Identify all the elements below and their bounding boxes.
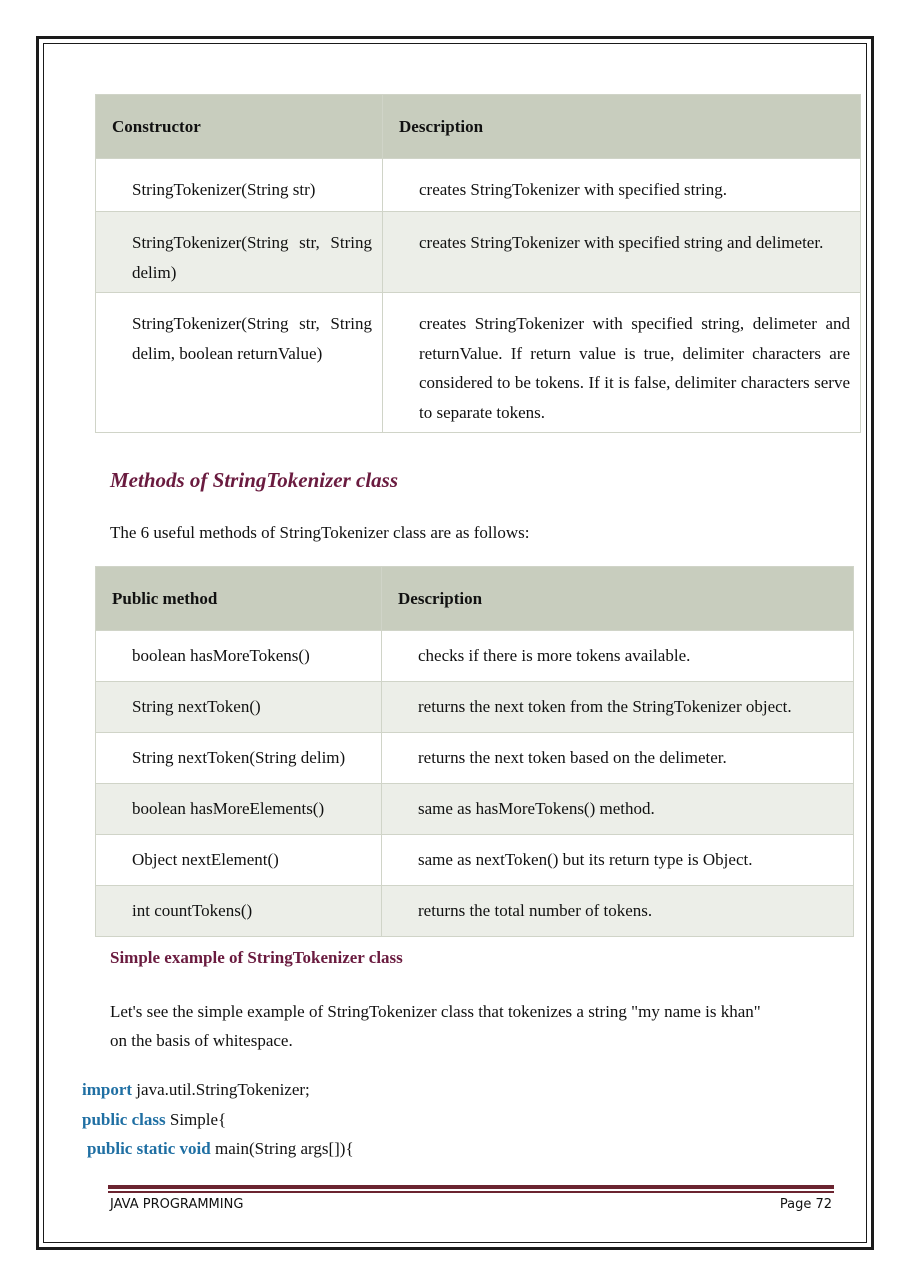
table-row <box>96 159 861 212</box>
code-line <box>87 1134 354 1164</box>
code-keyword: import <box>82 1080 133 1099</box>
method-cell: boolean hasMoreTokens() <box>96 631 382 682</box>
method-cell: boolean hasMoreElements() <box>96 784 382 835</box>
footer-title: JAVA PROGRAMMING <box>110 1197 244 1212</box>
footer-rule-thin <box>108 1191 834 1193</box>
footer-rule <box>108 1185 834 1189</box>
description-cell: creates StringTokenizer with specified string, delimeter and returnValue. If return value is true, delimiter characters are considered to be tokens. If it is false, delimiter characters serve to separate tokens. <box>383 293 861 433</box>
code-text: main(String args[]){ <box>210 1139 354 1158</box>
description-cell: creates StringTokenizer with specified string and delimeter. <box>383 212 861 293</box>
constructor-cell: StringTokenizer(String str) <box>96 159 383 212</box>
methods-intro: The 6 useful methods of StringTokenizer class are as follows: <box>110 523 530 542</box>
table-header-row <box>96 95 861 159</box>
method-cell: String nextToken() <box>96 682 382 733</box>
code-keyword: public static void <box>87 1139 211 1158</box>
table-row <box>96 212 861 293</box>
description-cell: returns the next token from the StringTokenizer object. <box>382 682 854 733</box>
code-line <box>82 1105 226 1135</box>
table-row <box>96 733 854 784</box>
description-cell: checks if there is more tokens available. <box>382 631 854 682</box>
code-line <box>82 1075 310 1105</box>
table-row <box>96 631 854 682</box>
table-row <box>96 835 854 886</box>
code-keyword: public class <box>82 1110 166 1129</box>
methods-table <box>95 566 854 937</box>
method-cell: int countTokens() <box>96 886 382 937</box>
description-cell: same as hasMoreTokens() method. <box>382 784 854 835</box>
column-header: Description <box>382 567 854 631</box>
example-heading: Simple example of StringTokenizer class <box>110 948 403 967</box>
table-row <box>96 886 854 937</box>
description-cell: returns the next token based on the delimeter. <box>382 733 854 784</box>
method-cell: String nextToken(String delim) <box>96 733 382 784</box>
example-intro-line2: on the basis of whitespace. <box>110 1031 293 1050</box>
description-cell: returns the total number of tokens. <box>382 886 854 937</box>
constructor-cell: StringTokenizer(String str, String delim) <box>96 212 383 293</box>
table-row <box>96 293 861 433</box>
methods-heading: Methods of StringTokenizer class <box>110 468 399 492</box>
table-row <box>96 682 854 733</box>
constructor-cell: StringTokenizer(String str, String delim, boolean returnValue) <box>96 293 383 433</box>
constructors-table <box>95 94 861 433</box>
code-text: Simple{ <box>165 1110 227 1129</box>
example-intro-line1: Let's see the simple example of StringTokenizer class that tokenizes a string "my name is khan" <box>110 1002 761 1021</box>
code-text: java.util.StringTokenizer; <box>132 1080 310 1099</box>
method-cell: Object nextElement() <box>96 835 382 886</box>
table-header-row <box>96 567 854 631</box>
description-cell: creates StringTokenizer with specified string. <box>383 159 861 212</box>
description-cell: same as nextToken() but its return type is Object. <box>382 835 854 886</box>
table-row <box>96 784 854 835</box>
column-header: Public method <box>96 567 382 631</box>
column-header: Constructor <box>96 95 383 159</box>
page-number: Page 72 <box>779 1197 832 1212</box>
column-header: Description <box>383 95 861 159</box>
